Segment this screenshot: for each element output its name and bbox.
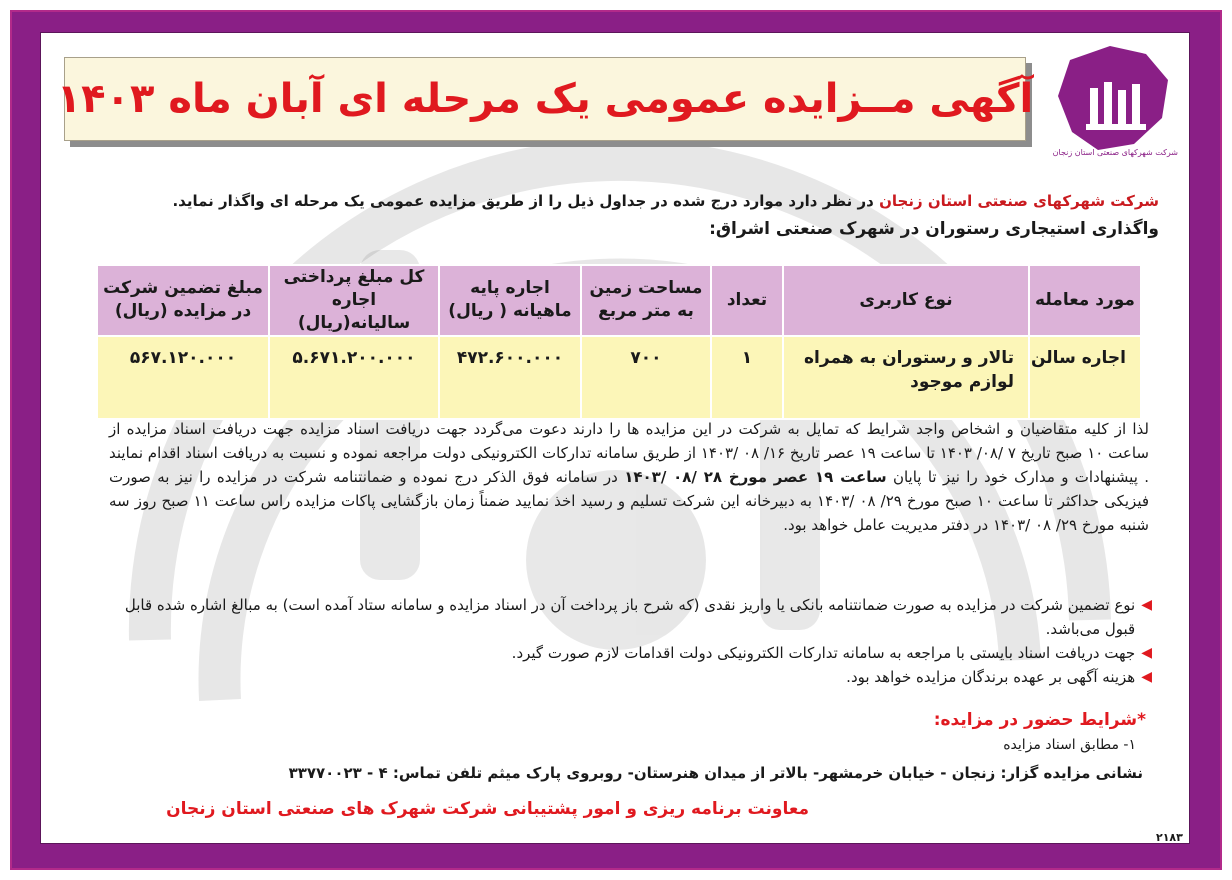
list-item [102,665,1152,689]
table-cell: ۴۷۲.۶۰۰.۰۰۰ [439,336,581,419]
table-header: نوع کاربری [783,265,1029,336]
table-row [97,336,1141,419]
list-item-text: جهت دریافت اسناد بایستی با مراجعه به سامانه تداركات الكترونيكى دولت اقدامات لازم صورت گيرد. [511,644,1136,662]
list-item-text: هزینه آگهی بر عهده برندگان مزایده خواهد بود. [846,668,1136,686]
table-header: مساحت زمین به متر مربع [581,265,711,336]
body-text-part: لذا از کلیه متقاضیان و اشخاص واجد شرایط که تمایل به شرکت در این مزایده ها را دارند دعوت می‌گردد جهت دریافت اسناد مزایده جهت دریافت اسناد مزایده از ساعت ۱۰ صبح تاریخ ۷ /۰۸/ ۱۴۰۳ تا ساعت ۱۹ عصر تاریخ ۱۶/ ۰۸ /۱۴۰۳ از طریق سامانه تدارکات الکترونیکی دولت مراجعه نموده و نسبت به دریافت اسناد اقدام نمایند . پیشنهادات و مدارک خود را نیز تا پایان [109,420,1150,486]
auction-table [96,264,1142,420]
company-logo-icon [1050,40,1180,160]
body-paragraph [109,417,1149,537]
conditions-heading: *شرایط حضور در مزایده: [933,710,1146,730]
body-text-bold: ساعت ۱۹ عصر مورخ ۲۸ /۰۸ /۱۴۰۳ [624,468,887,486]
body-text-part: در سامانه فوق الذکر درج نموده و ضمانتنامه شرکت در مزایده را نیز به صورت فیزیکی حداکثر تا ساعت ۱۰ صبح مورخ ۲۹/ ۰۸ /۱۴۰۳ به دبیرخانه این شرکت تسلیم و رسید اخذ نمایید ضمناً زمان بازگشایی پاکات مزایده راس ساعت ۱۱ صبح روز سه شنبه مورخ ۲۹/ ۰۸ /۱۴۰۳ در دفتر مدیریت عامل خواهد بود. [109,468,1150,534]
table-header: کل مبلغ پرداختی اجاره سالیانه(ریال) [269,265,439,336]
intro-paragraph [99,192,1159,210]
company-name: شرکت شهرکهای صنعتی استان زنجان [879,192,1159,210]
table-cell: ۱ [711,336,783,419]
bullet-list [102,593,1152,689]
table-cell: اجاره سالن [1029,336,1141,419]
triangle-bullet-icon: ◀ [1141,645,1152,661]
logo-caption: شرکت شهرکهای صنعتی استان زنجان [1052,148,1178,157]
list-item [102,593,1152,641]
footer-signature: معاونت برنامه ریزی و امور پشتیبانی شرکت شهرک های صنعتی استان زنجان [166,799,809,819]
table-header: مبلغ تضمین شرکت در مزایده (ریال) [97,265,269,336]
ad-code: ۲۱۸۳ [1156,831,1183,844]
address-line: نشانی مزایده گزار: زنجان - خیابان خرمشهر- بالاتر از میدان هنرستان- روبروی پارک میثم تلفن تماس: ۴ - ۳۳۷۷۰۰۲۳ [288,764,1143,782]
table-header: مورد معامله [1029,265,1141,336]
table-header: اجاره پایه ماهیانه ( ریال) [439,265,581,336]
triangle-bullet-icon: ◀ [1141,597,1152,613]
subtitle: واگذاری استیجاری رستوران در شهرک صنعتی اشراق: [709,219,1159,239]
list-item-text: نوع تضمین شرکت در مزایده به صورت ضمانتنامه بانکی یا واریز نقدی (که شرح باز پرداخت آن در اسناد مزایده و سامانه ستاد آمده است) به مبالغ اشاره شده قابل قبول می‌باشد. [124,596,1136,638]
table-cell: تالار و رستوران به همراه لوازم موجود [783,336,1029,419]
title-banner [56,57,1034,141]
list-item [102,641,1152,665]
table-cell: ۵.۶۷۱.۲۰۰.۰۰۰ [269,336,439,419]
triangle-bullet-icon: ◀ [1141,669,1152,685]
table-cell: ۵۶۷.۱۲۰.۰۰۰ [97,336,269,419]
table-cell: ۷۰۰ [581,336,711,419]
announcement-title: آگهی مــزایده عمومی یک مرحله ای آبان ماه ۱۴۰۳ [56,76,1034,122]
conditions-item: ۱- مطابق اسناد مزایده [1003,737,1136,753]
intro-text: در نظر دارد موارد درج شده در جداول ذیل را از طریق مزایده عمومی یک مرحله ای واگذار نماید. [172,192,880,210]
table-header: تعداد [711,265,783,336]
